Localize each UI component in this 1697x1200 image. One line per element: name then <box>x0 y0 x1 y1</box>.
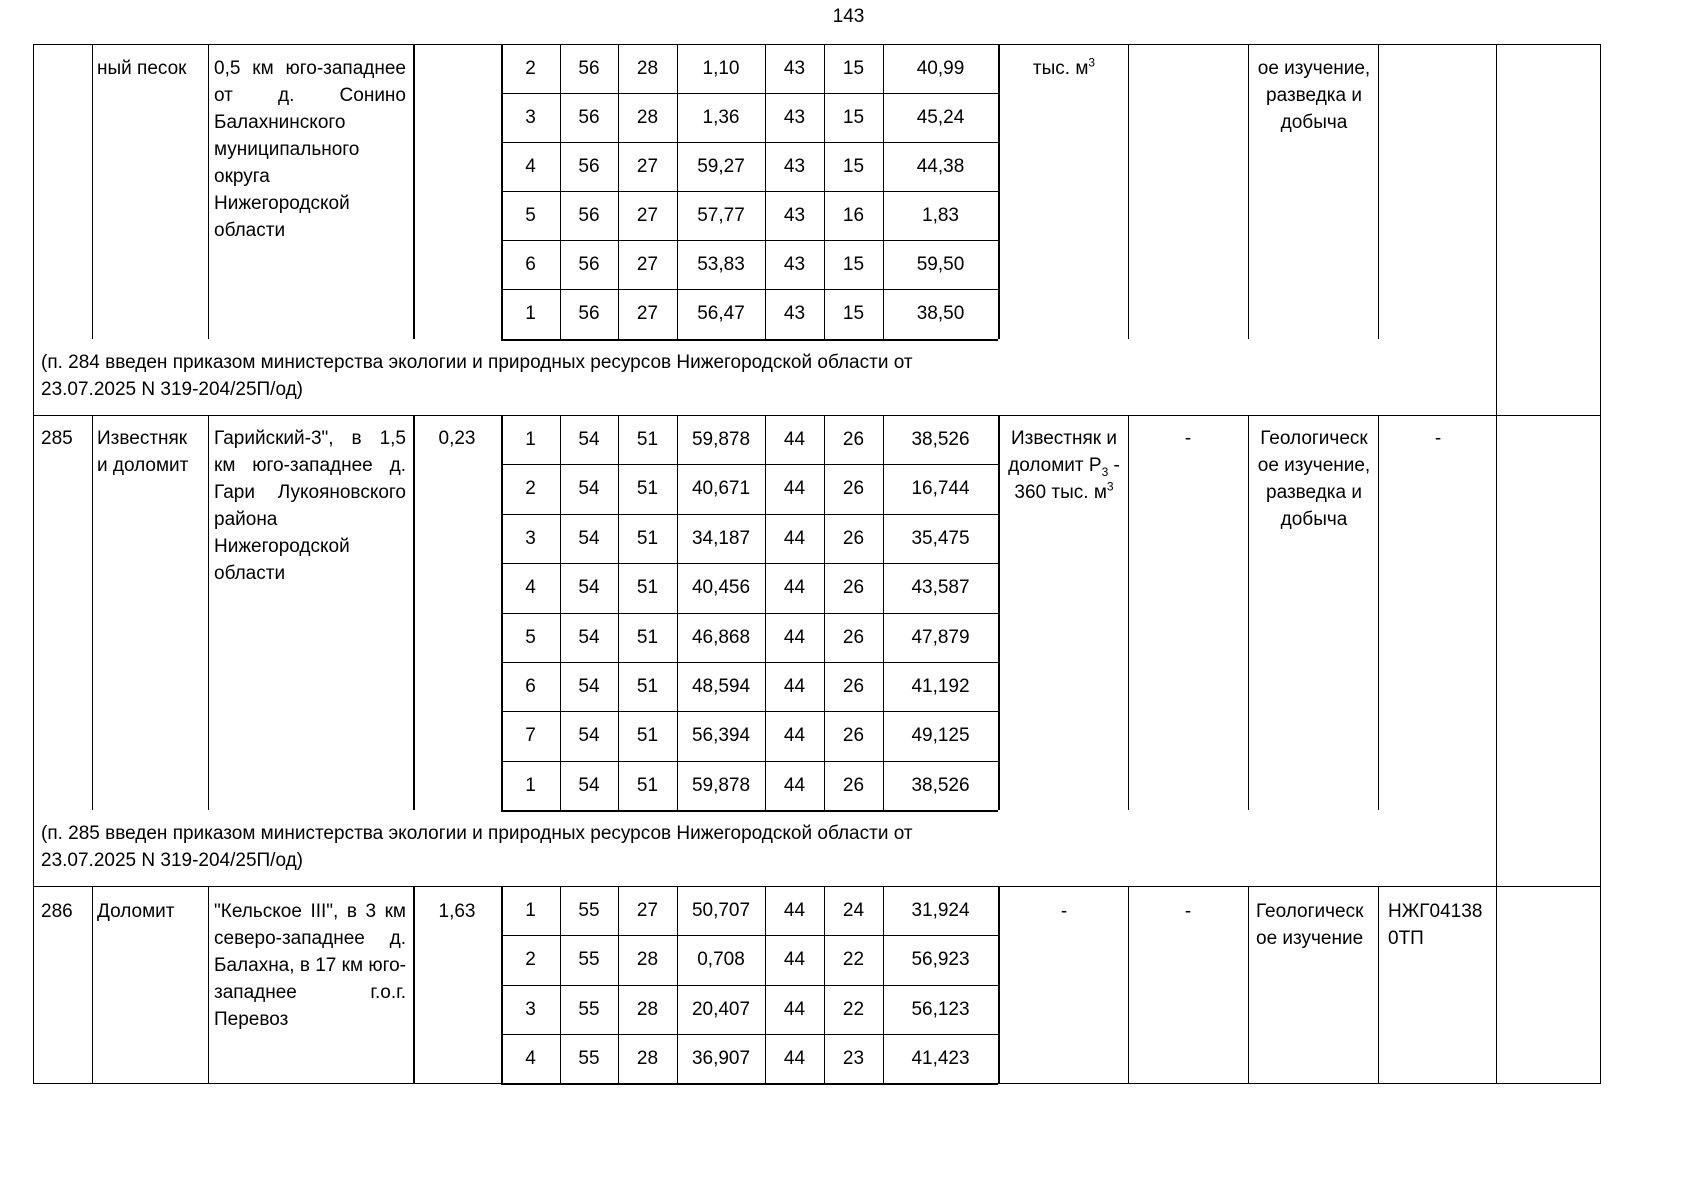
coord-cell: 43 <box>783 303 806 324</box>
coord-cell: 27 <box>636 254 659 275</box>
col-line-0-5 <box>1378 44 1379 339</box>
col-line-2-4 <box>1248 886 1249 1083</box>
coord-cell: 20,407 <box>691 998 751 1020</box>
col-line-0-1 <box>208 44 209 339</box>
row3-col11: - <box>1184 901 1192 922</box>
coord-bottom-line-2 <box>501 1083 998 1085</box>
coord-cell: 3 <box>525 107 536 128</box>
coord-cell: 54 <box>578 577 600 599</box>
row2-resources-line2-b: - <box>1108 455 1120 476</box>
coord-cell: 44 <box>783 478 806 500</box>
coord-cell: 1,83 <box>922 205 959 226</box>
coord-cell: 35,475 <box>911 527 970 549</box>
coord-cell: 44 <box>783 626 806 648</box>
row1-mineral: ный песок <box>97 58 187 79</box>
right-inner-line-2 <box>1496 886 1497 1083</box>
coord-cell: 34,187 <box>691 527 751 549</box>
row1-resources-text: тыс. м <box>1032 58 1089 79</box>
row1-resources-sup: 3 <box>1088 55 1096 70</box>
coord-cell: 27 <box>636 900 659 921</box>
coord-cell: 1 <box>525 303 536 324</box>
row2-purpose: Геологическ ое изучение, разведка и добыча <box>1257 428 1371 530</box>
row3-location: "Кельское III", в 3 км северо-западнее д. Балахна, в 17 км юго-западнее г.о.г. Перевоз <box>214 901 406 1030</box>
coord-cell: 51 <box>636 774 659 796</box>
row2-resources-line2-sub: 3 <box>1101 464 1109 479</box>
coord-cell: 26 <box>842 676 865 697</box>
coord-cell: 43 <box>783 205 806 226</box>
coord-cell: 38,50 <box>916 303 965 324</box>
coord-cell: 56 <box>578 107 600 128</box>
coord-cell: 28 <box>636 998 659 1020</box>
coord-cell: 43 <box>783 254 806 275</box>
coord-cell: 22 <box>842 949 865 971</box>
coord-cell: 41,423 <box>911 1047 970 1069</box>
coord-cell: 28 <box>636 107 659 128</box>
coord-cell: 27 <box>636 303 659 324</box>
coord-cell: 44 <box>783 429 806 450</box>
col-line-1-2 <box>413 415 415 810</box>
coord-cell: 43 <box>783 107 806 128</box>
col-line-2-0 <box>92 886 93 1083</box>
coord-row-line-2-2 <box>501 985 998 986</box>
coord-row-line-1-1 <box>501 464 998 465</box>
coord-row-line-1-4 <box>501 613 998 614</box>
coord-cell: 51 <box>636 676 659 697</box>
coord-cell: 28 <box>636 1047 659 1069</box>
col-line-1-5 <box>1378 415 1379 810</box>
coord-cell: 26 <box>842 577 865 599</box>
coord-cell: 59,878 <box>691 429 751 450</box>
coord-cell: 4 <box>525 577 536 599</box>
row1-location: 0,5 км юго-западнее от д. Сонино Балахнинского муниципального округа Нижегородской области <box>214 58 406 241</box>
coord-row-line-0-4 <box>501 240 998 241</box>
row2-note: (п. 285 введен приказом министерства экологии и природных ресурсов Нижегородской области от 23.07.2025 N 319-204/25П/од) <box>41 823 913 871</box>
col-line-0-0 <box>92 44 93 339</box>
coord-cell: 44 <box>783 676 806 697</box>
col-line-1-3 <box>1128 415 1129 810</box>
row2-area: 0,23 <box>438 428 476 449</box>
coord-cell: 26 <box>842 626 865 648</box>
coord-cell: 38,526 <box>911 429 970 450</box>
coord-cell: 56,123 <box>911 998 970 1020</box>
coord-cell: 59,50 <box>916 254 965 275</box>
coord-cell: 2 <box>525 478 536 500</box>
coord-cell: 36,907 <box>691 1047 751 1069</box>
row3-mineral: Доломит <box>97 901 175 922</box>
row-separator-1 <box>33 886 1601 887</box>
coord-cell: 56 <box>578 303 600 324</box>
row2-resources-sup: 3 <box>1106 479 1114 494</box>
coord-cell: 3 <box>525 998 536 1020</box>
row1-purpose: ое изучение, разведка и добыча <box>1257 58 1371 133</box>
coord-row-line-1-5 <box>501 662 998 663</box>
row2-resources-line3 <box>998 479 1130 506</box>
coord-cell: 54 <box>578 676 600 697</box>
coord-cell: 1,10 <box>702 58 740 79</box>
coord-cell: 0,708 <box>697 949 745 971</box>
coord-cell: 57,77 <box>697 205 745 226</box>
coord-cell: 44,38 <box>916 156 965 177</box>
coord-cell: 43 <box>783 58 806 79</box>
row2-mineral: Известняк и доломит <box>97 428 189 476</box>
coord-cell: 55 <box>578 949 600 971</box>
row1-resources <box>998 55 1130 82</box>
coord-cell: 1 <box>525 429 536 450</box>
coord-cell: 54 <box>578 478 600 500</box>
coord-cell: 44 <box>783 527 806 549</box>
coord-cell: 49,125 <box>911 725 970 747</box>
page-number: 143 <box>832 6 865 27</box>
coord-cell: 45,24 <box>916 107 965 128</box>
coord-cell: 28 <box>636 949 659 971</box>
coord-cell: 44 <box>783 949 806 971</box>
coord-row-line-0-5 <box>501 289 998 290</box>
coord-cell: 15 <box>842 58 865 79</box>
coord-cell: 2 <box>525 949 536 971</box>
coord-cell: 22 <box>842 998 865 1020</box>
coord-cell: 5 <box>525 205 536 226</box>
coord-cell: 15 <box>842 303 865 324</box>
coord-cell: 31,924 <box>911 900 970 921</box>
coord-cell: 15 <box>842 254 865 275</box>
coord-cell: 56 <box>578 205 600 226</box>
coord-cell: 51 <box>636 577 659 599</box>
coord-line-0-7 <box>998 44 1000 339</box>
coord-row-line-1-7 <box>501 761 998 762</box>
coord-cell: 54 <box>578 429 600 450</box>
row2-num: 285 <box>41 428 73 449</box>
coord-row-line-0-2 <box>501 142 998 143</box>
col-line-1-0 <box>92 415 93 810</box>
row2-resources-line1: Известняк и <box>1010 428 1117 449</box>
coord-cell: 55 <box>578 998 600 1020</box>
coord-cell: 44 <box>783 774 806 796</box>
coord-cell: 15 <box>842 107 865 128</box>
coord-cell: 28 <box>636 58 659 79</box>
coord-cell: 3 <box>525 527 536 549</box>
coord-cell: 6 <box>525 676 536 697</box>
coord-cell: 51 <box>636 429 659 450</box>
coord-cell: 40,671 <box>691 478 751 500</box>
coord-row-line-1-3 <box>501 563 998 564</box>
coord-cell: 7 <box>525 725 536 747</box>
row2-resources-line2 <box>998 452 1130 479</box>
coord-cell: 16,744 <box>911 478 970 500</box>
col-line-2-3 <box>1128 886 1129 1083</box>
coord-cell: 4 <box>525 156 536 177</box>
coord-row-line-0-3 <box>501 191 998 192</box>
coord-line-2-7 <box>998 886 1000 1083</box>
col-line-2-2 <box>413 886 415 1083</box>
row3-resources: - <box>1060 901 1068 922</box>
coord-row-line-2-3 <box>501 1034 998 1035</box>
coord-cell: 59,27 <box>697 156 745 177</box>
row2-col11: - <box>1184 428 1192 449</box>
coord-cell: 41,192 <box>911 676 970 697</box>
coord-cell: 51 <box>636 478 659 500</box>
coord-cell: 43,587 <box>911 577 970 599</box>
coord-cell: 5 <box>525 626 536 648</box>
col-line-1-4 <box>1248 415 1249 810</box>
coord-cell: 54 <box>578 725 600 747</box>
coord-cell: 51 <box>636 527 659 549</box>
coord-cell: 55 <box>578 1047 600 1069</box>
row3-purpose: Геологическ ое изучение <box>1256 901 1364 949</box>
col-line-0-4 <box>1248 44 1249 339</box>
col-line-1-1 <box>208 415 209 810</box>
row2-location: Гарийский-3", в 1,5 км юго-западнее д. Гари Лукояновского района Нижегородской области <box>214 428 406 584</box>
coord-cell: 56 <box>578 254 600 275</box>
coord-cell: 51 <box>636 725 659 747</box>
coord-cell: 51 <box>636 626 659 648</box>
coord-cell: 56,394 <box>691 725 751 747</box>
coord-cell: 53,83 <box>697 254 745 275</box>
coord-cell: 56,47 <box>697 303 745 324</box>
coord-cell: 40,456 <box>691 577 751 599</box>
coord-cell: 43 <box>783 156 806 177</box>
coord-cell: 23 <box>842 1047 865 1069</box>
right-inner-line-0 <box>1496 44 1497 415</box>
coord-cell: 44 <box>783 900 806 921</box>
row2-license: - <box>1434 428 1442 449</box>
col-line-0-3 <box>1128 44 1129 339</box>
coord-cell: 54 <box>578 527 600 549</box>
coord-cell: 44 <box>783 725 806 747</box>
coord-bottom-line-0 <box>501 339 998 341</box>
coord-cell: 44 <box>783 1047 806 1069</box>
coord-cell: 6 <box>525 254 536 275</box>
coord-cell: 59,878 <box>691 774 751 796</box>
coord-cell: 26 <box>842 527 865 549</box>
coord-line-1-7 <box>998 415 1000 810</box>
coord-row-line-1-6 <box>501 711 998 712</box>
coord-row-line-2-1 <box>501 935 998 936</box>
row2-resources-line3-text: 360 тыс. м <box>1014 482 1107 503</box>
coord-cell: 1 <box>525 900 536 921</box>
col-line-0-2 <box>413 44 415 339</box>
coord-cell: 27 <box>636 156 659 177</box>
coord-cell: 26 <box>842 774 865 796</box>
coord-cell: 26 <box>842 429 865 450</box>
coord-cell: 48,594 <box>691 676 751 697</box>
coord-cell: 40,99 <box>916 58 965 79</box>
coord-cell: 15 <box>842 156 865 177</box>
coord-cell: 56,923 <box>911 949 970 971</box>
coord-cell: 1,36 <box>702 107 740 128</box>
coord-cell: 47,879 <box>911 626 970 648</box>
row2-resources <box>998 425 1130 506</box>
coord-cell: 54 <box>578 774 600 796</box>
coord-cell: 44 <box>783 998 806 1020</box>
col-line-2-1 <box>208 886 209 1083</box>
row3-num: 286 <box>41 901 73 922</box>
row1-note: (п. 284 введен приказом министерства экологии и природных ресурсов Нижегородской области от 23.07.2025 N 319-204/25П/од) <box>41 352 913 400</box>
coord-cell: 26 <box>842 478 865 500</box>
coord-cell: 54 <box>578 626 600 648</box>
coord-cell: 27 <box>636 205 659 226</box>
coord-cell: 1 <box>525 774 536 796</box>
coord-cell: 26 <box>842 725 865 747</box>
coord-cell: 56 <box>578 58 600 79</box>
coord-cell: 2 <box>525 58 536 79</box>
col-line-2-5 <box>1378 886 1379 1083</box>
coord-cell: 46,868 <box>691 626 751 648</box>
row2-resources-line2-a: доломит P <box>1008 455 1102 476</box>
coord-cell: 38,526 <box>911 774 970 796</box>
row3-license: НЖГ04138 0ТП <box>1388 901 1483 949</box>
coord-row-line-1-2 <box>501 514 998 515</box>
coord-cell: 44 <box>783 577 806 599</box>
coord-cell: 16 <box>842 205 865 226</box>
coord-row-line-0-1 <box>501 93 998 94</box>
coord-cell: 50,707 <box>691 900 751 921</box>
coord-bottom-line-1 <box>501 810 998 812</box>
row3-area: 1,63 <box>438 901 476 922</box>
right-inner-line-1 <box>1496 415 1497 886</box>
coord-cell: 24 <box>842 900 865 921</box>
coord-cell: 56 <box>578 156 600 177</box>
coord-cell: 55 <box>578 900 600 921</box>
coord-cell: 4 <box>525 1047 536 1069</box>
row-separator-0 <box>33 415 1601 416</box>
